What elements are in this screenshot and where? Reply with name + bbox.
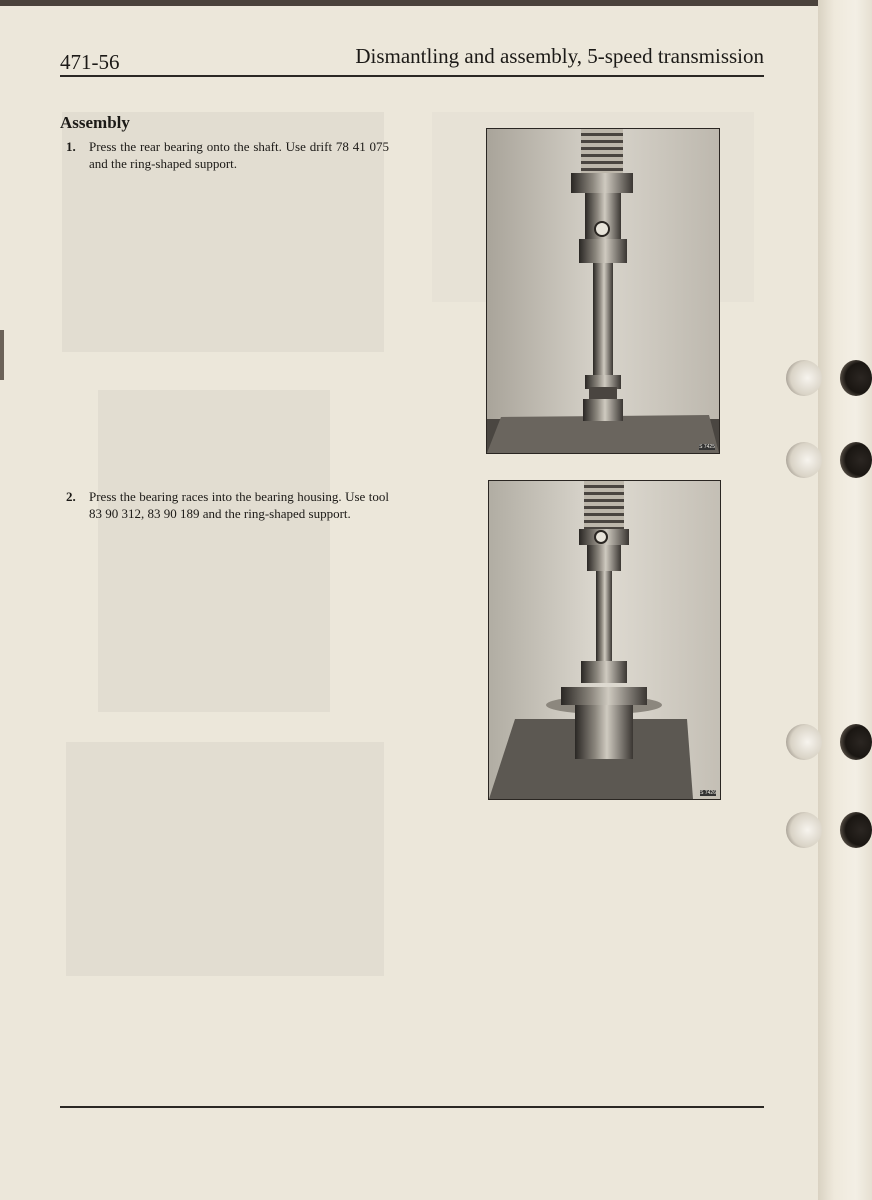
show-through-figure-2 [98, 390, 330, 712]
page-number: 471-56 [60, 50, 120, 74]
binder-hole [840, 724, 872, 760]
page-header [60, 44, 764, 74]
left-edge-mark [0, 330, 4, 380]
binder-hole [786, 360, 822, 396]
step-number: 2. [66, 489, 76, 504]
binder-hole [786, 812, 822, 848]
header-rule [60, 75, 764, 77]
step-number: 1. [66, 139, 76, 154]
step-text: Press the bearing races into the bearing housing. Use tool 83 90 312, 83 90 189 and the ring-shaped support. [89, 489, 389, 521]
binder-hole [840, 360, 872, 396]
step-text: Press the rear bearing onto the shaft. Use drift 78 41 075 and the ring-shaped support. [89, 139, 389, 171]
top-shadow [0, 0, 872, 6]
binder-hole [786, 724, 822, 760]
binder-edge [818, 0, 872, 1200]
press-rear-bearing-photo [486, 128, 720, 454]
footer-rule [60, 1106, 764, 1108]
section-heading: Assembly [60, 113, 130, 132]
show-through-figure-3 [66, 742, 384, 976]
photo-code: S 7425 [699, 444, 715, 450]
binder-hole [840, 442, 872, 478]
binder-hole [840, 812, 872, 848]
binder-hole [786, 442, 822, 478]
photo-code: S 7426 [700, 790, 716, 796]
press-bearing-races-photo [488, 480, 721, 800]
page-title: Dismantling and assembly, 5-speed transmission [355, 44, 764, 68]
